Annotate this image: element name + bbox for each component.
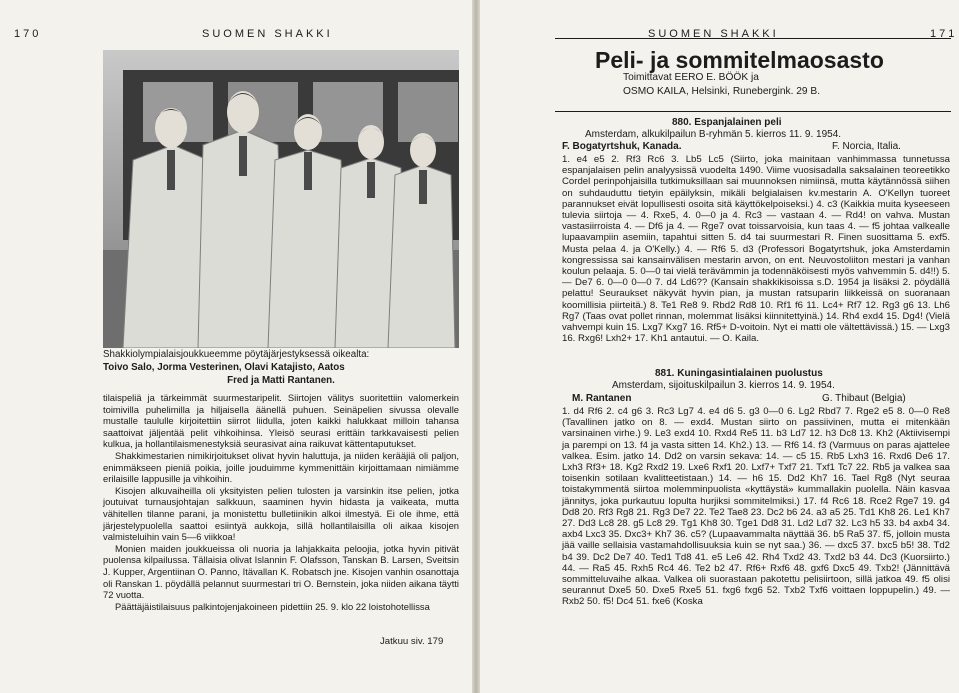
left-page xyxy=(0,0,472,693)
editors-line: Toimittavat EERO E. BÖÖK ja xyxy=(623,72,759,83)
team-photo xyxy=(103,50,459,348)
address-line: OSMO KAILA, Helsinki, Runebergink. 29 B. xyxy=(623,86,821,97)
game-number: 880. xyxy=(672,117,692,128)
section-title: Peli- ja sommitelmaosasto xyxy=(595,47,884,73)
game-880-black: F. Norcia, Italia. xyxy=(832,141,901,152)
article-paragraph: Shakkimestarien nimikirjoitukset olivat hyvin haluttuja, ja niiden kerääjiä oli paljon, enimmäkseen pieniä poikia, joille jouduimme kymmenittäin kirjoittamaan nimiämme erilaisille lappusille ja vihkoihin. xyxy=(103,449,459,485)
game-881-black: G. Thibaut (Belgia) xyxy=(822,393,906,404)
left-page-number: 170 xyxy=(14,28,42,40)
game-880-white: F. Bogatyrtshuk, Kanada. xyxy=(562,141,682,152)
book-gutter xyxy=(472,0,480,693)
left-running-title: SUOMEN SHAKKI xyxy=(202,28,333,40)
game-opening: Kuningasintialainen puolustus xyxy=(677,368,823,379)
article-paragraph: tilaispeliä ja tärkeimmät suurmestaripelit. Siirtojen välitys suoritettiin valomerkein toimivilla puhelimilla ja hiljaisella äänellä puhuen. Seinäpelien sivussa olevalle mustalle taululle kirjoitettiin siirrot liidulla, joten kaikki halukkaat milloin tahansa saattoivat jäljentää pelit vihkoihinsa. Yleisö seurasi erittäin tarkkavaisesti pelien kulkua, ja hollantilaismenestyksiä seurasivat aina raikuvat kättentaputukset. xyxy=(103,392,459,450)
game-881-moves: 1. d4 Rf6 2. c4 g6 3. Rc3 Lg7 4. e4 d6 5. g3 0—0 6. Lg2 Rbd7 7. Rge2 e5 8. 0—0 Re8 (Tavallinen jatko on 8. — exd4. Mustan siirto on passiivinen, mutta ei mitenkään varsinainen virhe.) 9. Le3 exd4 10. Rxd4 Re5 11. b3 Ld7 12. h3 Dc8 13. Kh2 (Aktiivisempi ja parempi on 13. f4 ja vasta sitten 14. Kh2.) 13. — Rf6 14. f3 (Varmuus on paras ajattelee valkea. Esim. jatko 14. Dd2 on varsin sekava: 14. — c5 15. Rb5 Lxh3 16. Rxd6 De6 17. Lxh3 Rf3+ 18. Kg2 Rxd2 19. Lxe6 Rxf1 20. Lxf7+ Txf7 21. Txf1 Tc7 22. Rb5 ja valkea saa toisenkin sotilaan kvalitteetistaan.) 14. — h6 15. Dd2 Kh7 16. Tael Rg8 (Nyt seuraa toistakymmentä siirtoa molemminpuolista «kyttäystä» kummallakin puolella. Näin kasvaa jännitys, joka purkautuu lopulta hurjiksi sommitelmiksi.) 17. f4 Rc6 18. Rce2 Rge7 19. g4 Dd8 20. Rf3 Rg8 21. Rg3 De7 22. Te2 Tae8 23. Dc2 b6 24. a3 a5 25. Td1 Kh8 26. Le1 Kh7 27. Dd3 Lc8 28. g5 Lc8 29. Tg1 Kh8 30. Tge1 Dd8 31. Ld2 Ld7 32. Lc3 h5 33. b4 axb4 34. axb4 Lxc3 35. Dxc3+ Kh7 36. c5? (Lupaavammalta näyttää 36. b5 Ra5 37. f5, jolloin musta jää vaille sellaisia vastamahdollisuuksia kuin se nyt saa.) 36. — dxc5 37. bxc5 b5! 38. Td2 b4 39. Dc2 De7 40. Ted1 Td8 41. e5 Le6 42. Rh4 Txd2 43. Txd2 b3 44. Dc3 (Kuorsiirto.) 44. — Ra5 45. Rxh5 Rc4 46. Te2 b2 47. Rf6+ Rxf6 48. gxf6 Dxc5 49. Txb2! (Jännittävä sommitteluvaihe alkaa. Valkea oli suorastaan pakotettu pelisiirtoon, sillä jatkoa 49. f5 olisi seurannut Dxe5 50. Dxe5 Rxe5 51. fxg6 fxg6 52. Txb2 Txf6 voittaen loppupelin.) 49. — Rxb2 50. f5! Dc4 51. fxe6 (Koska xyxy=(562,406,950,608)
game-880-moves: 1. e4 e5 2. Rf3 Rc6 3. Lb5 Lc5 (Siirto, joka mainitaan vanhimmassa tunnetussa espanjalaisen pelin analyysissä vuodelta 1490. Viime vuosisadalla saksalainen teoreetikko Cordel perinpohjaisilla tutkimuksillaan sai muunnoksen nimiinsä, mutta käytännössä siihen on suhdauduttu tietyin epäilyksin, mikäli belgialaisen kv.mestarin A. O'Kellyn tuoreet parannukset eivät lopullisesti osoita sitä käyttökelpoiseksi.) 4. c3 (Kaikkia muita kyseeseen tulevia siirtoja — 4. Rxe5, 4. 0—0 ja 4. Rc3 — vastaan 4. — Rd4! on vahva. Mustan vastasiirroista 4. — Df6 ja 4. — Rge7 ovat toissarvoisia, kun taas 4. — f5 johtaa valkealle lupaavampiin asemiin, tapahtui sitten 5. d4 tai suurmestari R. Finen suosittama 5. exf5. Musta pelaa 4. ja O'Kelly.) 4. — Rf6 5. d3 (Professori Bogatyrtshuk, joka Amsterdamin kongressissa sai kansainvälisen mestarin arvon, on ent. Neuvostoliiton mestari ja vanhan koulun pelaaja. 5. 0—0 tai vielä terävämmin ja todennäköisesti myös vahvemmin 5. d4!!) 5. — De7 6. 0—0 0—0 7. d4 Ld6?? (Kansain shakkikisoissa s.D. 1954 ja lisäksi 2. pöydällä pelattu! Seuraukset näkyvät hyvin pian, ja mustan ratsuparin liikkeissä on suoranaan koomillisia piirteitä.) 8. Te1 Re8 9. Rbd2 Rd8 10. Rf1 f6 11. Lc4+ Rf7 12. Rg3 g6 13. Lh6 Rg7 (Taas ovat pollet rinnan, molemmat lisäksi kiinnitettyinä.) 14. Rh4 exd4 15. Dg4! (Vielä vahvempi kuin 15. Lxg7 Kxg7 16. Rf5+ D-voitoin. Nyt ei matti ole vältettävissä.) 15. — Lxg3 16. Rxg6! Lxh2+ 17. Kh1 antautui. — O. Kaila. xyxy=(562,154,950,345)
game-880-event: Amsterdam, alkukilpailun B-ryhmän 5. kierros 11. 9. 1954. xyxy=(585,129,842,140)
game-881-heading xyxy=(655,368,823,379)
game-881-event: Amsterdam, sijoituskilpailun 3. kierros 14. 9. 1954. xyxy=(612,380,835,391)
game-881-white: M. Rantanen xyxy=(572,393,632,404)
article-paragraph: Monien maiden joukkueissa oli nuoria ja lahjakkaita peloojia, jotka hyvin pitivät puolensa kilpailussa. Tällaisia olivat Islannin F. Olafsson, Tanskan B. Larsen, Sveitsin J. Kupper, Argentiinan O. Panno, Itävallan K. Robatsch jne. Kisojen vanhin osanottaja oli Ranskan 1. pöydällä pelannut suurmestari tri O. Bernstein, joka niiden aikana täytti 72 vuotta. xyxy=(103,542,459,601)
game-number: 881. xyxy=(655,368,675,379)
article-paragraph: Päättäjäistilaisuus palkintojenjakoineen pidettiin 25. 9. klo 22 loistohotellissa xyxy=(115,600,430,612)
game-880-heading xyxy=(672,117,782,128)
article-body xyxy=(103,392,459,612)
team-photo-illustration xyxy=(103,50,459,348)
caption-line-3: Fred ja Matti Rantanen. xyxy=(227,375,335,386)
right-running-title: SUOMEN SHAKKI xyxy=(648,28,779,40)
caption-line-2: Toivo Salo, Jorma Vesterinen, Olavi Katajisto, Aatos xyxy=(103,362,345,373)
continued-note: Jatkuu siv. 179 xyxy=(380,636,444,647)
caption-line-1: Shakkiolympialaisjoukkueemme pöytäjärjestyksessä oikealta: xyxy=(103,349,370,360)
photo-caption xyxy=(103,348,459,387)
game-opening: Espanjalainen peli xyxy=(694,117,782,128)
article-paragraph: Kisojen alkuvaiheilla oli yksityisten pelien tulosten ja varsinkin itse pelien, jotka joutuivat turnausjohtajan salkkuun, saaminen hyvin hidasta ja vaikeata, mutta vähitellen tilanne parani, ja monistettu bulletiinikin alkoi ilmestyä. Ei ole ihme, että järjestelypuolella saattoi esiintyä aukkoja, sillä hollantilaisilla oli aikaa kisojen valmisteluihin vain 5—6 viikkoa! xyxy=(103,484,459,543)
right-page-number: 171 xyxy=(930,28,958,40)
section-masthead xyxy=(555,38,951,112)
